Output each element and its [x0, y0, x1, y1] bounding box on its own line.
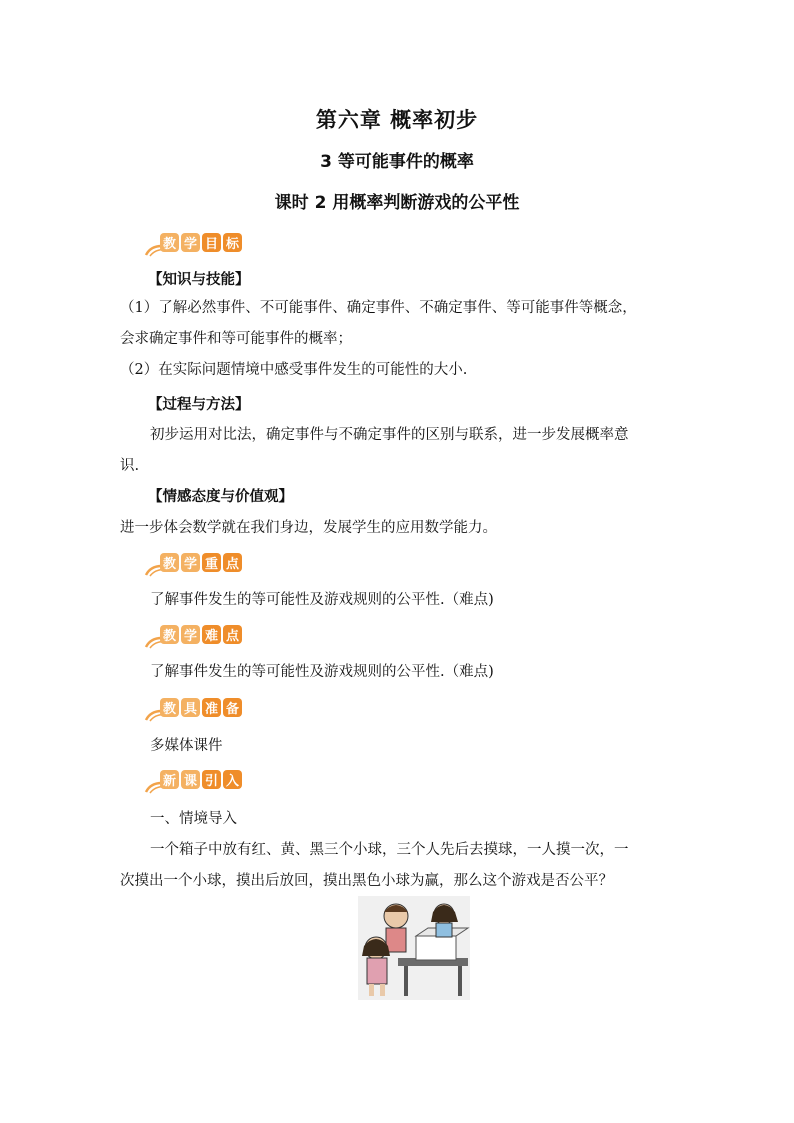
- intro-heading: 一、情境导入: [150, 811, 237, 827]
- badge-teaching-tools: [144, 696, 254, 722]
- badge-difficulties: [144, 623, 254, 649]
- badge-char: 学: [181, 625, 200, 644]
- badge-char: 难: [202, 625, 221, 644]
- badge-char: 点: [223, 625, 242, 644]
- badge-new-lesson-intro: [144, 768, 254, 794]
- knowledge-skills-heading: 【知识与技能】: [148, 271, 250, 288]
- badge-char: 标: [223, 233, 242, 252]
- badge-char: 新: [160, 770, 179, 789]
- badge-char: 教: [160, 625, 179, 644]
- badge-char: 具: [181, 698, 200, 717]
- badge-char: 课: [181, 770, 200, 789]
- emotion-text: 进一步体会数学就在我们身边，发展学生的应用数学能力。: [120, 520, 497, 536]
- badge-char: 引: [202, 770, 221, 789]
- badge-teaching-objectives: [144, 231, 254, 257]
- tools-text: 多媒体课件: [150, 738, 223, 754]
- emotion-values-heading: 【情感态度与价值观】: [148, 488, 293, 505]
- badge-char: 教: [160, 698, 179, 717]
- badge-char: 准: [202, 698, 221, 717]
- badge-char: 点: [223, 553, 242, 572]
- objective-1-line-1: （1）了解必然事件、不可能事件、确定事件、不确定事件、等可能事件等概念，: [120, 300, 637, 316]
- badge-char: 学: [181, 233, 200, 252]
- badge-char: 教: [160, 233, 179, 252]
- lesson-title: 课时 2 用概率判断游戏的公平性: [274, 193, 520, 213]
- process-line-1: 初步运用对比法，确定事件与不确定事件的区别与联系，进一步发展概率意: [150, 427, 629, 443]
- badge-char: 入: [223, 770, 242, 789]
- process-methods-heading: 【过程与方法】: [148, 396, 250, 413]
- objective-1-line-2: 会求确定事件和等可能事件的概率；: [120, 331, 352, 347]
- objective-2: （2）在实际问题情境中感受事件发生的可能性的大小.: [120, 362, 468, 378]
- badge-char: 学: [181, 553, 200, 572]
- intro-line-1: 一个箱子中放有红、黄、黑三个小球，三个人先后去摸球，一人摸一次，一: [150, 842, 629, 858]
- chapter-title: 第六章 概率初步: [315, 108, 479, 132]
- key-points-text: 了解事件发生的等可能性及游戏规则的公平性.（难点): [150, 592, 494, 608]
- process-line-2: 识.: [120, 458, 140, 474]
- section-title: 3 等可能事件的概率: [320, 152, 474, 172]
- badge-char: 教: [160, 553, 179, 572]
- badge-char: 重: [202, 553, 221, 572]
- children-drawing-balls-illustration: [358, 896, 470, 1000]
- intro-line-2: 次摸出一个小球，摸出后放回，摸出黑色小球为赢，那么这个游戏是否公平？: [120, 873, 613, 889]
- badge-char: 目: [202, 233, 221, 252]
- difficulties-text: 了解事件发生的等可能性及游戏规则的公平性.（难点): [150, 664, 494, 680]
- badge-key-points: [144, 551, 254, 577]
- badge-char: 备: [223, 698, 242, 717]
